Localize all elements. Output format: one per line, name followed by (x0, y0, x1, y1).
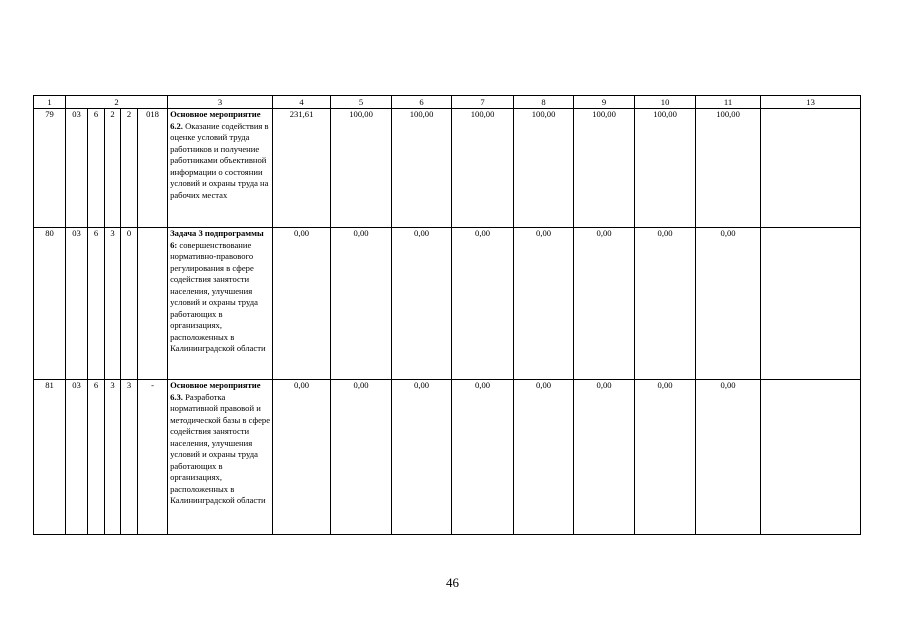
code-cell: 2 (105, 109, 121, 228)
value-cell: 0,00 (392, 228, 452, 380)
budget-table (33, 95, 861, 535)
value-cell: 100,00 (574, 109, 635, 228)
value-cell (761, 109, 861, 228)
description-cell (168, 109, 273, 228)
value-cell: 0,00 (696, 228, 761, 380)
value-cell: 0,00 (273, 380, 331, 535)
row-number: 79 (34, 109, 66, 228)
description-text: совершенствование нормативно-правового регулирования в сфере содействия занятости населения, улучшения условий и охраны труда работающих в организациях, расположенных в Калининградской области (170, 239, 266, 353)
row-number: 81 (34, 380, 66, 535)
value-cell (761, 228, 861, 380)
code-cell: 03 (66, 109, 88, 228)
value-cell: 231,61 (273, 109, 331, 228)
header-cell: 7 (452, 96, 514, 109)
description-cell (168, 228, 273, 380)
code-cell: 2 (121, 109, 138, 228)
value-cell: 0,00 (273, 228, 331, 380)
header-cell: 6 (392, 96, 452, 109)
value-cell: 0,00 (574, 380, 635, 535)
value-cell: 0,00 (331, 380, 392, 535)
value-cell: 0,00 (452, 380, 514, 535)
code-cell: - (138, 380, 168, 535)
code-cell: 3 (105, 228, 121, 380)
header-cell: 11 (696, 96, 761, 109)
header-cell: 4 (273, 96, 331, 109)
page-number: 46 (446, 575, 459, 590)
value-cell: 0,00 (392, 380, 452, 535)
description-text: Разработка нормативной правовой и методической базы в сфере содействия занятости населения, улучшения условий и охраны труда работающих в организациях, расположенных в Калининградской области (170, 391, 271, 505)
code-cell: 03 (66, 228, 88, 380)
description-title: Основное мероприятие 6.3. (170, 380, 261, 402)
value-cell: 100,00 (696, 109, 761, 228)
header-cell: 8 (514, 96, 574, 109)
code-cell: 03 (66, 380, 88, 535)
code-cell: 3 (121, 380, 138, 535)
code-cell: 6 (88, 228, 105, 380)
row-number: 80 (34, 228, 66, 380)
value-cell: 0,00 (635, 380, 696, 535)
code-cell: 018 (138, 109, 168, 228)
table-row (34, 109, 861, 228)
value-cell: 0,00 (452, 228, 514, 380)
value-cell: 100,00 (452, 109, 514, 228)
header-cell: 5 (331, 96, 392, 109)
value-cell: 0,00 (635, 228, 696, 380)
value-cell: 0,00 (514, 228, 574, 380)
value-cell (761, 380, 861, 535)
header-cell: 9 (574, 96, 635, 109)
value-cell: 100,00 (331, 109, 392, 228)
description-title: Основное мероприятие 6.2. (170, 109, 261, 131)
description-text: Оказание содействия в оценке условий труда работников и получение работниками объективной информации о состоянии условий и охраны труда на рабочих местах (170, 120, 269, 200)
header-cell: 10 (635, 96, 696, 109)
code-cell: 6 (88, 109, 105, 228)
code-cell (138, 228, 168, 380)
code-cell: 0 (121, 228, 138, 380)
code-cell: 6 (88, 380, 105, 535)
header-cell: 2 (66, 96, 168, 109)
description-cell (168, 380, 273, 535)
table-row (34, 380, 861, 535)
value-cell: 100,00 (392, 109, 452, 228)
description-title: Задача 3 подпрограммы 6: (170, 228, 264, 250)
table-row (34, 228, 861, 380)
code-cell: 3 (105, 380, 121, 535)
header-cell: 3 (168, 96, 273, 109)
header-cell: 1 (34, 96, 66, 109)
value-cell: 100,00 (635, 109, 696, 228)
value-cell: 0,00 (574, 228, 635, 380)
value-cell: 0,00 (514, 380, 574, 535)
table-header-row (34, 96, 861, 109)
value-cell: 0,00 (331, 228, 392, 380)
value-cell: 0,00 (696, 380, 761, 535)
header-cell: 13 (761, 96, 861, 109)
value-cell: 100,00 (514, 109, 574, 228)
